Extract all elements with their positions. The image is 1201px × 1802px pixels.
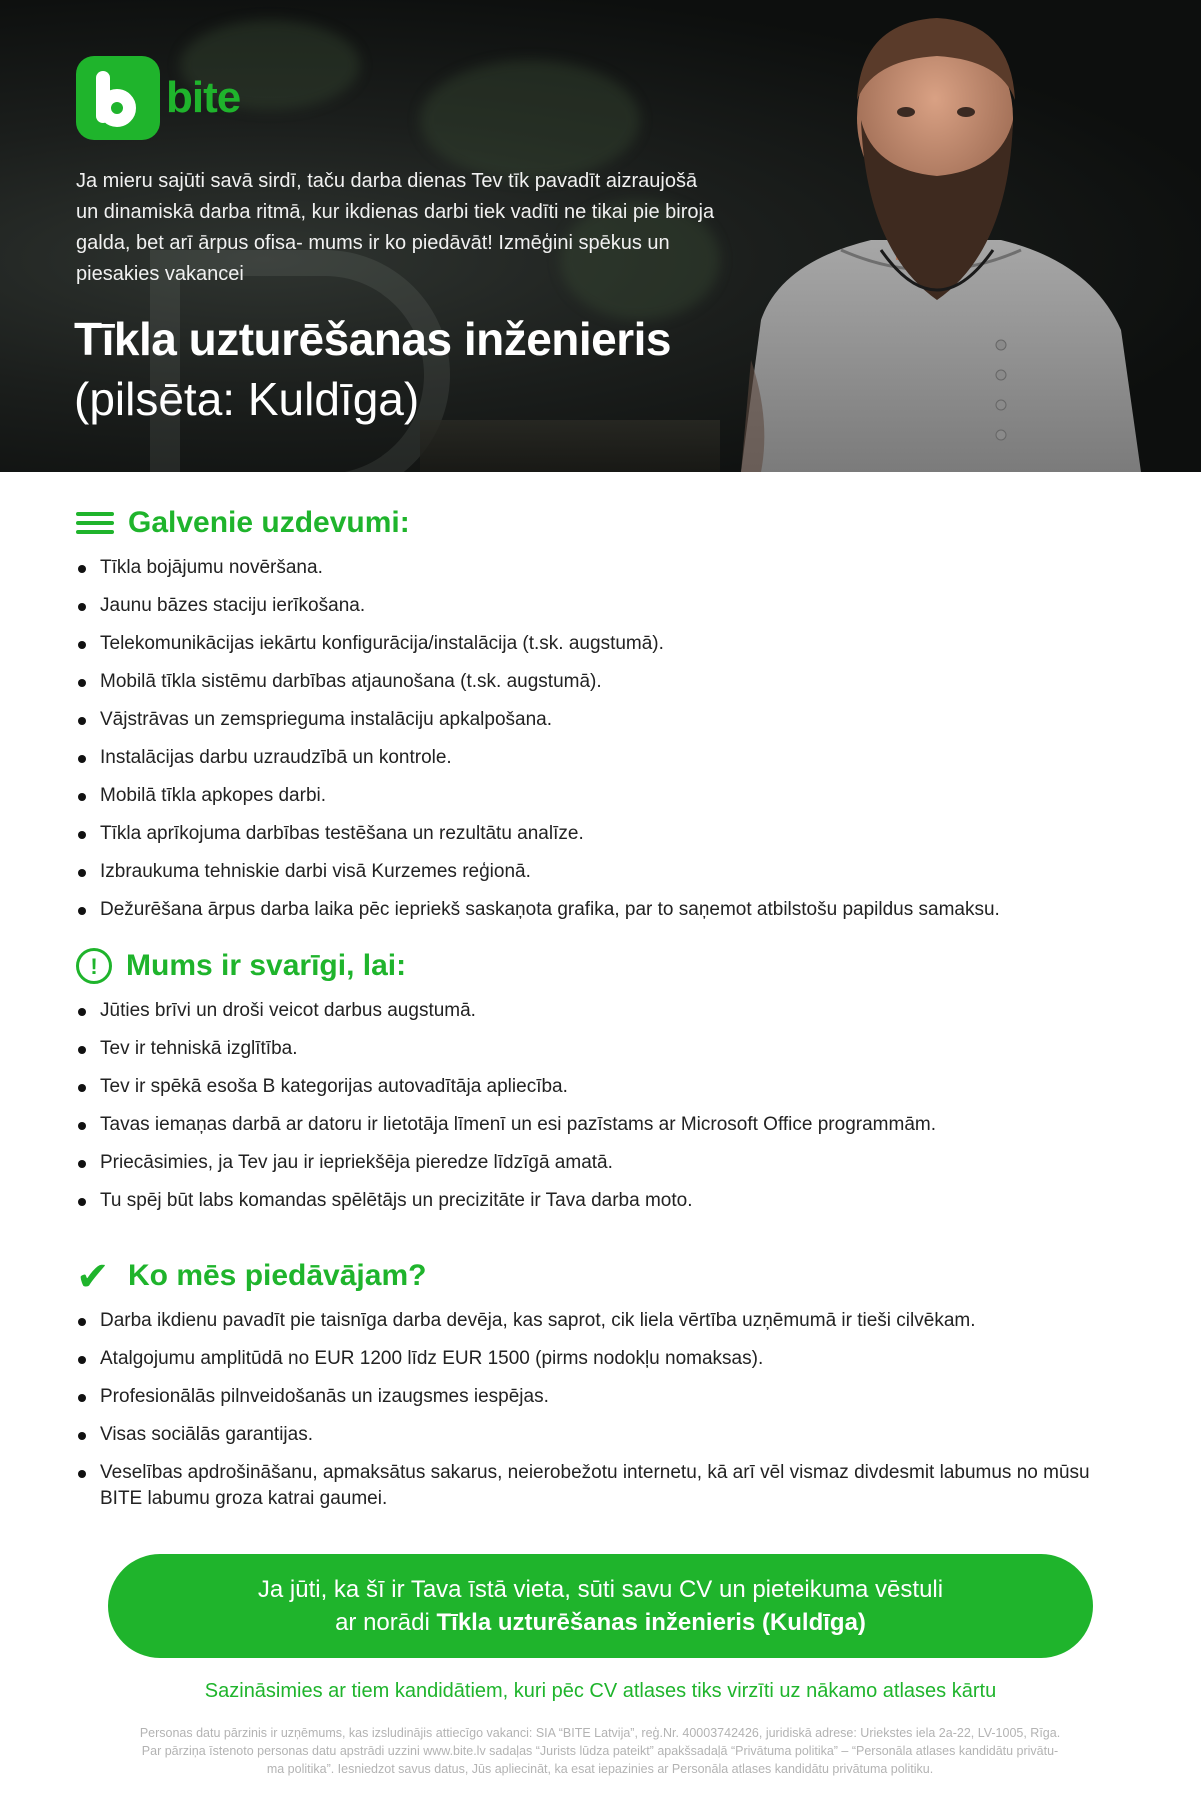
list-item: Darba ikdienu pavadīt pie taisnīga darba devēja, kas saprot, cik liela vērtība uzņēmumā ir tieši cilvēkam. (76, 1308, 1136, 1334)
list-item: Instalācijas darbu uzraudzībā un kontrole. (76, 745, 1136, 771)
apply-text-line2 (108, 1606, 1093, 1639)
intro-text: Ja mieru sajūti savā sirdī, taču darba dienas Tev tīk pavadīt aizraujošā un dinamiskā darba ritmā, kur ikdienas darbi tiek vadīti ne tikai pie biroja galda, bet arī ārpus ofisa- mums ir ko piedāvāt! Izmēģini spēkus un piesakies vakancei (76, 170, 715, 285)
privacy-line: Par pārziņa īstenoto personas datu apstrādi uzzini www.bite.lv sadaļas “Jurists lūdza pateikt” apakšsadaļā “Privātuma politika” – “Personāla atlases kandidātu privātu- (141, 1744, 1059, 1758)
job-title: Tīkla uzturēšanas inženieris (74, 313, 672, 365)
list-item: Tīkla bojājumu novēršana. (76, 555, 1136, 581)
section-header (76, 503, 1136, 543)
background-foliage (420, 60, 640, 180)
section-main-tasks (76, 503, 1136, 935)
list-item: Vājstrāvas un zemsprieguma instalāciju apkalpošana. (76, 707, 1136, 733)
section-header (76, 1255, 1136, 1299)
section-title: Ko mēs piedāvājam? (128, 1259, 427, 1292)
list-item: Tavas iemaņas darbā ar datoru ir lietotāja līmenī un esi pazīstams ar Microsoft Office programmām. (76, 1112, 1136, 1138)
offer-list (76, 1308, 1136, 1512)
list-item: Jūties brīvi un droši veicot darbus augstumā. (76, 998, 1136, 1024)
bite-logo-icon (76, 56, 160, 140)
list-item: Tu spēj būt labs komandas spēlētājs un precizitāte ir Tava darba moto. (76, 1188, 1136, 1214)
list-item: Profesionālās pilnveidošanās un izaugsmes iespējas. (76, 1384, 1136, 1410)
section-header (76, 946, 1136, 986)
requirements-list (76, 998, 1136, 1214)
bite-logo-wordmark: bite (166, 73, 241, 122)
person-photo (701, 0, 1171, 472)
list-item: Visas sociālās garantijas. (76, 1422, 1136, 1448)
privacy-line: Personas datu pārzinis ir uzņēmums, kas izsludinājis attiecīgo vakanci: SIA “BITE Latvija”, reģ.Nr. 40003742426, juridiskā adrese: Uriekstes iela 2a-22, LV-1005, Rīga. (139, 1726, 1061, 1740)
list-item: Tīkla aprīkojuma darbības testēšana un rezultātu analīze. (76, 821, 1136, 847)
list-item: Tev ir spēkā esoša B kategorijas autovadītāja apliecība. (76, 1074, 1136, 1100)
list-item: Jaunu bāzes staciju ierīkošana. (76, 593, 1136, 619)
list-item: Priecāsimies, ja Tev jau ir iepriekšēja pieredze līdzīgā amatā. (76, 1150, 1136, 1176)
section-requirements (76, 946, 1136, 1226)
alert-icon: ! (76, 948, 112, 984)
task-list (76, 555, 1136, 923)
section-title: Mums ir svarīgi, lai: (126, 949, 407, 982)
apply-text-line1: Ja jūti, ka šī ir Tava īstā vieta, sūti savu CV un pieteikuma vēstuli (257, 1576, 944, 1603)
apply-banner (108, 1554, 1093, 1658)
list-item: Mobilā tīkla sistēmu darbības atjaunošana (t.sk. augstumā). (76, 669, 1136, 695)
list-item: Telekomunikācijas iekārtu konfigurācija/instalācija (t.sk. augstumā). (76, 631, 1136, 657)
job-location: (pilsēta: Kuldīga) (74, 373, 420, 425)
menu-icon (76, 504, 114, 542)
privacy-line: ma politika”. Iesniedzot savus datus, Jūs apliecināt, ka esat iepazinies ar Personāla atlases kandidātu privātuma politiku. (266, 1762, 934, 1776)
list-item: Veselības apdrošināšanu, apmaksātus sakarus, neierobežotu internetu, kā arī vēl vismaz divdesmit labumus no mūsu BITE labumu groza katrai gaumei. (76, 1460, 1136, 1512)
section-title: Galvenie uzdevumi: (128, 506, 410, 539)
bite-logo (76, 56, 240, 140)
list-item: Izbraukuma tehniskie darbi visā Kurzemes reģionā. (76, 859, 1136, 885)
privacy-notice (70, 1724, 1130, 1778)
hero-banner (0, 0, 1201, 472)
apply-position-reference: Tīkla uzturēšanas inženieris (Kuldīga) (436, 1609, 866, 1636)
contact-note: Sazināsimies ar tiem kandidātiem, kuri pēc CV atlases tiks virzīti uz nākamo atlases kārtu (204, 1680, 997, 1702)
background-shelf (420, 420, 720, 472)
section-offer (76, 1256, 1136, 1524)
list-item: Atalgojumu amplitūdā no EUR 1200 līdz EUR 1500 (pirms nodokļu nomaksas). (76, 1346, 1136, 1372)
apply-text-prefix: ar norādi (335, 1609, 430, 1636)
list-item: Dežurēšana ārpus darba laika pēc iepriekš saskaņota grafika, par to saņemot atbilstošu papildus samaksu. (76, 897, 1136, 923)
list-item: Mobilā tīkla apkopes darbi. (76, 783, 1136, 809)
check-icon: ✔ (76, 1255, 110, 1299)
list-item: Tev ir tehniskā izglītība. (76, 1036, 1136, 1062)
